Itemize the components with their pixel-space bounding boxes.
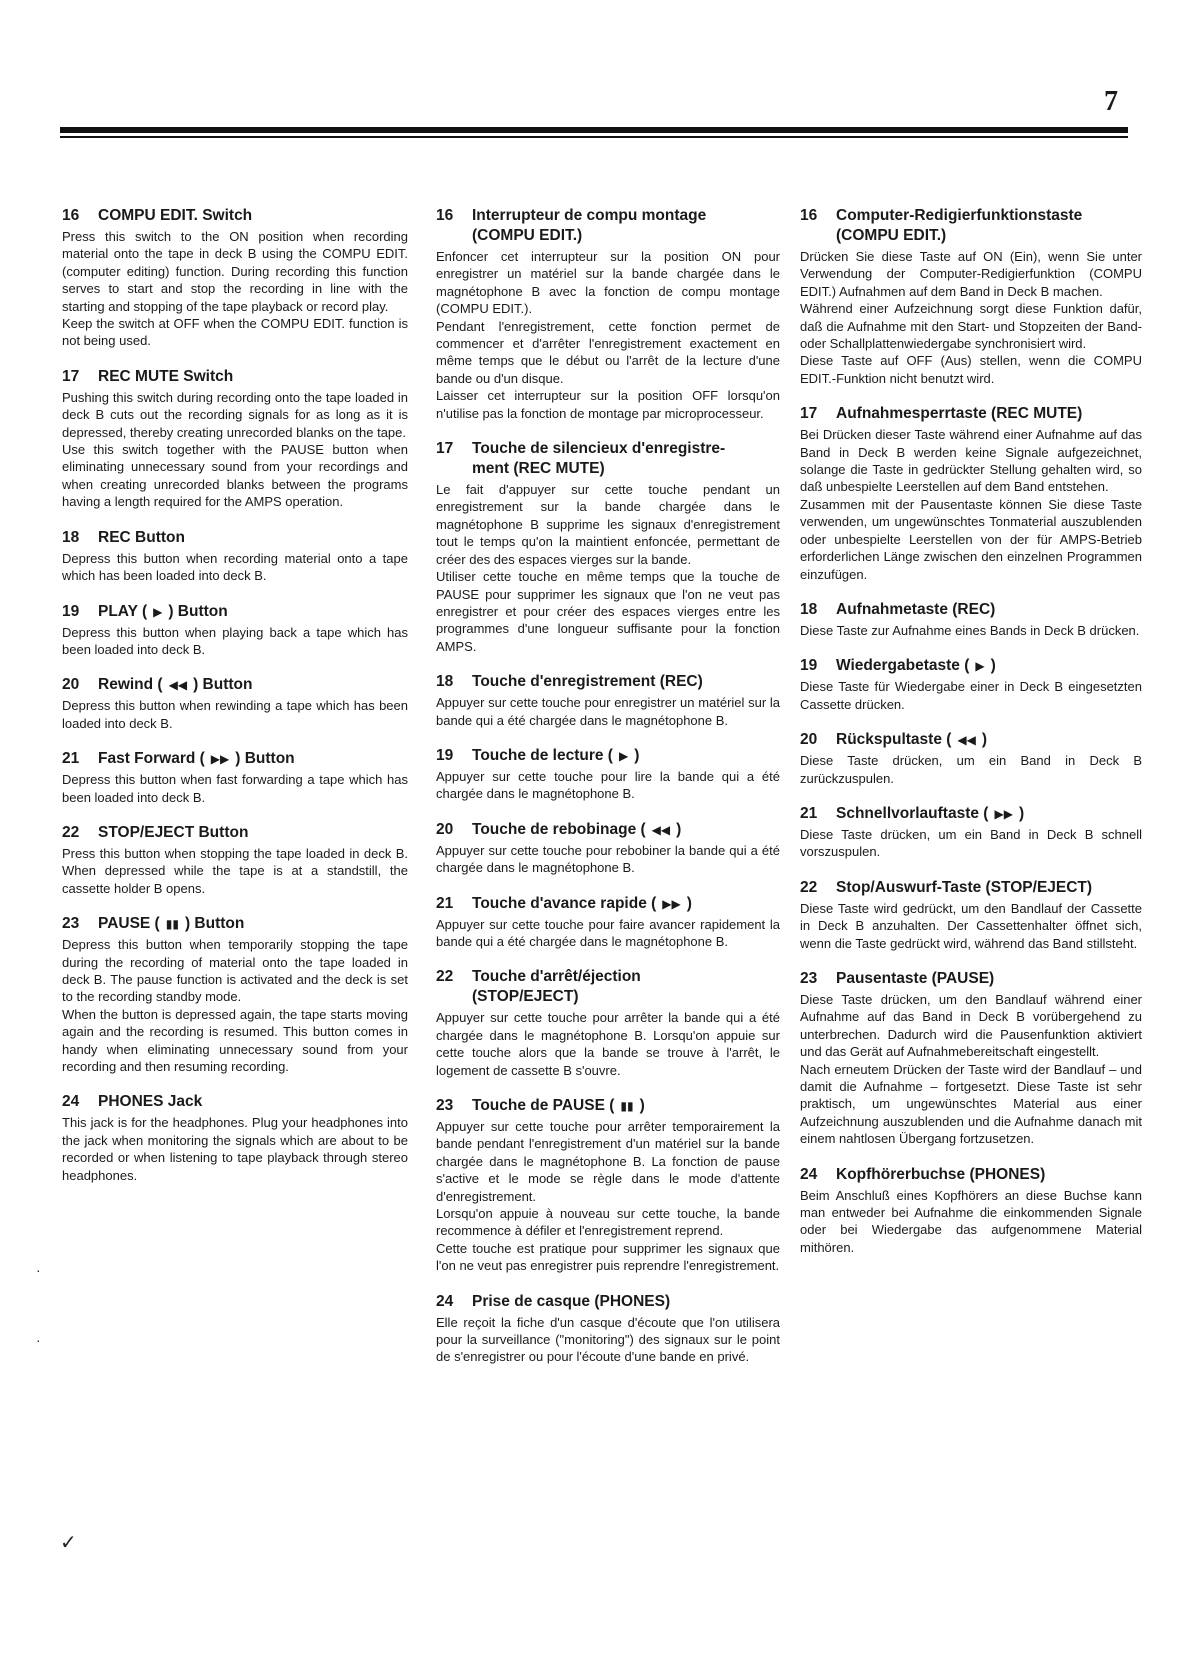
section-heading <box>436 672 780 692</box>
section-fr-21 <box>436 894 780 951</box>
section-title: Fast Forward ( <box>98 750 205 768</box>
section-number: 24 <box>436 1292 454 1310</box>
transport-symbol-icon: ◀◀ <box>651 822 671 837</box>
section-en-20 <box>62 675 408 732</box>
section-heading <box>800 600 1142 620</box>
section-title: PAUSE ( <box>98 915 160 933</box>
section-body: Appuyer sur cette touche pour arrêter temporairement la bande pendant l'enregistrement d'un matériel sur la bande chargée dans le magnétophone B. La fonction de pause s'active et le mode se règle dans le mode d'attente d'enregistrement. Lorsqu'on appuie à nouveau sur cette touche, la bande recommence à défiler et l'enregistrement reprend. Cette touche est pratique pour supprimer les signaux que l'on ne veut pas enregistrer puis reprendre l'enregistrement. <box>436 1119 780 1274</box>
section-en-16 <box>62 206 408 350</box>
section-heading <box>62 1092 408 1112</box>
section-title-suffix: ) <box>990 657 996 675</box>
section-number: 23 <box>436 1097 454 1114</box>
section-title-line2: (STOP/EJECT) <box>472 988 579 1006</box>
section-heading <box>62 367 408 387</box>
section-number: 17 <box>62 367 80 385</box>
section-title: Aufnahmetaste (REC) <box>836 600 996 618</box>
section-number: 23 <box>62 915 80 933</box>
section-heading <box>62 528 408 548</box>
section-heading <box>800 656 1142 676</box>
header-rule-thin <box>60 136 1128 138</box>
section-title-suffix: ) Button <box>235 750 295 768</box>
section-en-24 <box>62 1092 408 1184</box>
transport-symbol-icon: ▶ <box>975 659 985 674</box>
section-fr-24 <box>436 1292 780 1366</box>
section-heading <box>436 206 780 246</box>
section-title: REC MUTE Switch <box>98 367 234 385</box>
header-rule <box>60 127 1128 133</box>
section-title: Touche d'avance rapide ( <box>472 894 657 912</box>
section-title: Schnellvorlauftaste ( <box>836 804 989 822</box>
section-title: Kopfhörerbuchse (PHONES) <box>836 1165 1046 1183</box>
section-number: 24 <box>62 1093 80 1111</box>
section-en-22 <box>62 823 408 897</box>
section-number: 20 <box>62 676 80 694</box>
section-de-21 <box>800 804 1142 861</box>
section-number: 24 <box>800 1165 818 1183</box>
section-title-suffix: ) Button <box>168 602 228 620</box>
section-heading <box>62 823 408 843</box>
section-body: Depress this button when temporarily stopping the tape during the recording of material onto the tape loaded in deck B. The pause function is activated and the deck is set to the recording standby mode. When the button is depressed again, the tape starts moving again and the recording is resumed. This button comes in handy when eliminating unnecessary sound from your recording and then resuming recording. <box>62 937 408 1074</box>
section-number: 16 <box>800 207 818 224</box>
section-heading <box>436 1096 780 1116</box>
section-en-17 <box>62 367 408 511</box>
section-heading <box>800 404 1142 424</box>
section-body: Diese Taste zur Aufnahme eines Bands in Deck B drücken. <box>800 622 1140 638</box>
transport-symbol-icon: ◀◀ <box>168 678 188 693</box>
section-title: Touche de silencieux d'enregistre- <box>472 440 726 458</box>
section-body: Diese Taste wird gedrückt, um den Bandlauf der Cassette in Deck B anzuhalten. Der Cassettenhalter öffnet sich, wenn die Taste gedrückt wird, während das Band stillsteht. <box>800 900 1142 951</box>
section-number: 19 <box>800 657 818 675</box>
section-number: 19 <box>436 746 454 764</box>
section-title-line2: ment (REC MUTE) <box>472 460 605 478</box>
section-fr-17 <box>436 439 780 655</box>
section-title: Stop/Auswurf-Taste (STOP/EJECT) <box>836 878 1093 896</box>
section-title-suffix: ) <box>981 731 988 749</box>
column-french <box>436 206 780 1383</box>
section-heading <box>436 746 780 766</box>
section-body: Appuyer sur cette touche pour rebobiner la bande qui a été chargée dans le magnétophone B. <box>436 842 780 876</box>
section-body: Drücken Sie diese Taste auf ON (Ein), wenn Sie unter Verwendung der Computer-Redigierfunktion (COMPU EDIT.) Aufnahmen auf dem Band in Deck B machen. Während einer Aufzeichnung sorgt diese Funktion dafür, daß die Aufnahme mit den Start- und Stopzeiten der Band- oder Schallplattenwiedergabe synchronisiert wird. Diese Taste auf OFF (Aus) stellen, wenn die COMPU EDIT.-Funktion nicht benutzt wird. <box>800 249 1142 386</box>
section-number: 18 <box>800 600 818 618</box>
section-heading <box>800 730 1142 750</box>
scan-mark: ✓ <box>60 1532 77 1554</box>
section-heading <box>436 894 780 914</box>
transport-symbol-icon: ▶▶ <box>994 806 1013 821</box>
section-body: Depress this button when rewinding a tape which has been loaded into deck B. <box>62 698 408 731</box>
section-number: 22 <box>800 878 818 896</box>
section-heading <box>62 675 408 695</box>
section-heading <box>800 878 1142 898</box>
section-number: 21 <box>436 894 454 912</box>
scan-speck: · <box>36 1262 41 1278</box>
section-title: Rewind ( <box>98 676 163 694</box>
section-body: Le fait d'appuyer sur cette touche pendant un enregistrement sur la bande chargée dans le magnétophone B supprime les signaux d'enregistrement tout le temps qu'on la maintient enfoncée, permettant de créer des des espaces vierges sur la bande. Utiliser cette touche en même temps que la touche de PAUSE pour supprimer les signaux que l'on ne veut pas enregistrer et pour créer des espaces vierges entre les programmes d'une longueur suffisante pour la fonction AMPS. <box>436 482 780 654</box>
section-body: Depress this button when fast forwarding a tape which has been loaded into deck B. <box>62 772 408 805</box>
section-number: 17 <box>436 440 454 458</box>
section-title-suffix: ) <box>634 746 640 764</box>
section-body: Appuyer sur cette touche pour enregistrer un matériel sur la bande qui a été chargée dans le magnétophone B. <box>436 695 780 728</box>
section-body: Pushing this switch during recording onto the tape loaded in deck B cuts out the recording signals for as long as it is depressed, thereby creating unrecorded blanks on the tape. Use this switch together with the PAUSE button when eliminating unnecessary sound from your recordings and when creating unrecorded blanks between the programs having a length required for the AMPS operation. <box>62 389 408 510</box>
section-number: 19 <box>62 602 80 620</box>
transport-symbol-icon: ▶▶ <box>210 752 230 767</box>
column-german <box>800 206 1142 1273</box>
section-number: 18 <box>436 673 454 691</box>
section-body: Beim Anschluß eines Kopfhörers an diese Buchse kann man entweder bei Aufnahme die einkommenden Signale oder bei Wiedergabe das aufgenommene Material mithören. <box>800 1187 1142 1255</box>
section-title: Touche d'arrêt/éjection <box>472 968 641 986</box>
section-en-18 <box>62 528 408 585</box>
section-fr-22 <box>436 967 780 1079</box>
section-title: STOP/EJECT Button <box>98 823 249 841</box>
section-body: Press this switch to the ON position when recording material onto the tape in deck B using the COMPU EDIT. (computer editing) function. During recording this function serves to start and stop the recording in line with the starting and stopping of the tape playback or record play. Keep the switch at OFF when the COMPU EDIT. function is not being used. <box>62 229 408 349</box>
section-title: Touche de rebobinage ( <box>472 820 646 838</box>
section-title-suffix: ) <box>639 1097 645 1114</box>
section-en-23 <box>62 914 408 1075</box>
section-title-suffix: ) <box>676 820 682 838</box>
section-title-suffix: ) Button <box>193 676 253 694</box>
section-heading <box>436 820 780 840</box>
section-body: Appuyer sur cette touche pour lire la bande qui a été chargée dans le magnétophone B. <box>436 768 780 802</box>
section-title: Interrupteur de compu montage <box>472 207 707 224</box>
section-number: 23 <box>800 969 818 987</box>
section-number: 20 <box>436 820 454 838</box>
section-body: Diese Taste drücken, um ein Band in Deck B zurückzuspulen. <box>800 753 1142 786</box>
section-heading <box>62 914 408 934</box>
section-number: 17 <box>800 405 818 423</box>
section-body: Diese Taste für Wiedergabe einer in Deck B eingesetzten Cassette drücken. <box>800 679 1142 712</box>
section-fr-19 <box>436 746 780 803</box>
transport-symbol-icon: ▶ <box>618 748 629 763</box>
section-fr-20 <box>436 820 780 877</box>
section-number: 20 <box>800 731 818 749</box>
section-de-16 <box>800 206 1142 387</box>
section-body: Diese Taste drücken, um ein Band in Deck B schnell vorszuspulen. <box>800 826 1142 860</box>
page-number: 7 <box>1104 86 1118 117</box>
section-de-19 <box>800 656 1142 713</box>
section-title: Rückspultaste ( <box>836 731 952 749</box>
section-body: Depress this button when playing back a tape which has been loaded into deck B. <box>62 624 408 657</box>
transport-symbol-icon: ◀◀ <box>957 733 976 748</box>
section-en-19 <box>62 602 408 659</box>
section-title: REC Button <box>98 528 185 546</box>
section-title: Prise de casque (PHONES) <box>472 1292 671 1310</box>
section-title: Aufnahmesperrtaste (REC MUTE) <box>836 405 1083 423</box>
section-body: Depress this button when recording material onto a tape which has been loaded into deck B. <box>62 550 408 584</box>
section-de-20 <box>800 730 1142 787</box>
section-de-22 <box>800 878 1142 952</box>
section-heading <box>800 206 1142 246</box>
section-heading <box>800 1165 1142 1185</box>
section-body: Appuyer sur cette touche pour faire avancer rapidement la bande qui a été chargée dans le magnétophone B. <box>436 916 780 949</box>
section-body: Enfoncer cet interrupteur sur la position ON pour enregistrer un matériel sur la bande chargée dans le magnétophone B avec la fonction de compu montage (COMPU EDIT.). Pendant l'enregistrement, cette fonction permet de commencer et d'arrêter l'enregistrement exactement en même temps que le début ou l'arrêt de la lecture d'une bande ou d'un disque. Laisser cet interrupteur sur la position OFF lorsqu'on n'utilise pas la fonction de montage par microprocesseur. <box>436 249 780 421</box>
section-title-line2: (COMPU EDIT.) <box>472 227 583 244</box>
section-fr-23 <box>436 1096 780 1275</box>
section-de-23 <box>800 969 1142 1148</box>
section-de-18 <box>800 600 1142 639</box>
section-number: 21 <box>62 750 80 768</box>
section-heading <box>62 602 408 622</box>
transport-symbol-icon: ▶▶ <box>662 896 681 911</box>
section-title: Touche de lecture ( <box>472 746 613 764</box>
section-title: COMPU EDIT. Switch <box>98 207 253 224</box>
section-title: PHONES Jack <box>98 1093 203 1111</box>
section-title-suffix: ) <box>1018 804 1025 822</box>
section-body: Diese Taste drücken, um den Bandlauf während einer Aufnahme auf das Band in Deck B vorübergehend zu unterbrechen. Dadurch wird die Pausenfunktion aktiviert und das Gerät auf Aufnahmebereitschaft eingestellt. Nach erneutem Drücken der Taste wird der Bandlauf – und damit die Aufnahme – fortgesetzt. Diese Taste ist sehr praktisch, um ungewünschtes Material aus einer Aufzeichnung auszublenden und die Aufnahme danach mit einem nahtlosen Übergang fortzusetzen. <box>800 991 1142 1147</box>
section-title: Wiedergabetaste ( <box>836 657 970 675</box>
section-number: 22 <box>62 823 80 841</box>
section-en-21 <box>62 749 408 806</box>
section-number: 16 <box>436 207 454 224</box>
section-number: 18 <box>62 528 80 546</box>
section-heading <box>62 749 408 769</box>
section-title: Computer-Redigierfunktionstaste <box>836 207 1083 224</box>
section-title-line2: (COMPU EDIT.) <box>836 227 947 244</box>
section-body: This jack is for the headphones. Plug your headphones into the jack when monitoring the signals which are about to be recorded or when listening to tape playback through stereo headphones. <box>62 1115 408 1183</box>
section-de-24 <box>800 1165 1142 1257</box>
section-heading <box>436 1292 780 1312</box>
section-body: Elle reçoit la fiche d'un casque d'écoute que l'on utilisera pour la surveillance ("monitoring") des signaux sur le point de s'enregistrer ou pour l'écoute d'une bande en privé. <box>436 1314 780 1365</box>
scan-speck: · <box>36 1332 41 1348</box>
section-de-17 <box>800 404 1142 583</box>
section-title-suffix: ) <box>686 894 692 912</box>
section-title: Pausentaste (PAUSE) <box>836 969 995 987</box>
section-fr-16 <box>436 206 780 422</box>
section-number: 21 <box>800 804 818 822</box>
section-body: Press this button when stopping the tape loaded in deck B. When depressed while the tape is at a standstill, the cassette holder B opens. <box>62 845 408 896</box>
section-title: PLAY ( <box>98 602 148 620</box>
section-title-suffix: ) Button <box>184 915 245 933</box>
section-body: Appuyer sur cette touche pour arrêter la bande qui a été chargée dans le magnétophone B. Lorsqu'on appuie sur cette touche alors que la bande se trouve à l'arrêt, le logement de cassette B s'ouvre. <box>436 1010 780 1078</box>
transport-symbol-icon: ▶ <box>153 604 163 619</box>
section-heading <box>800 804 1142 824</box>
section-heading <box>436 439 780 479</box>
section-number: 22 <box>436 968 454 986</box>
transport-symbol-icon: ▮▮ <box>165 917 179 932</box>
transport-symbol-icon: ▮▮ <box>620 1099 634 1113</box>
section-number: 16 <box>62 207 80 224</box>
section-heading <box>800 969 1142 989</box>
column-english <box>62 206 408 1201</box>
section-heading <box>62 206 408 226</box>
section-fr-18 <box>436 672 780 729</box>
section-title: Touche de PAUSE ( <box>472 1097 615 1114</box>
section-heading <box>436 967 780 1007</box>
section-body: Bei Drücken dieser Taste während einer Aufnahme auf das Band in Deck B werden keine Signale aufgezeichnet, solange die Taste in gedrückter Stellung gehalten wird, so daß unbespielte Leerstellen auf dem Band entstehen. Zusammen mit der Pausentaste können Sie diese Taste verwenden, um ungewünschtes Tonmaterial auszublenden oder unbespielte Leerstellen von der für AMPS-Betrieb erforderlichen Länge zwischen den einzelnen Programmen einzufügen. <box>800 427 1142 582</box>
section-title: Touche d'enregistrement (REC) <box>472 673 703 691</box>
